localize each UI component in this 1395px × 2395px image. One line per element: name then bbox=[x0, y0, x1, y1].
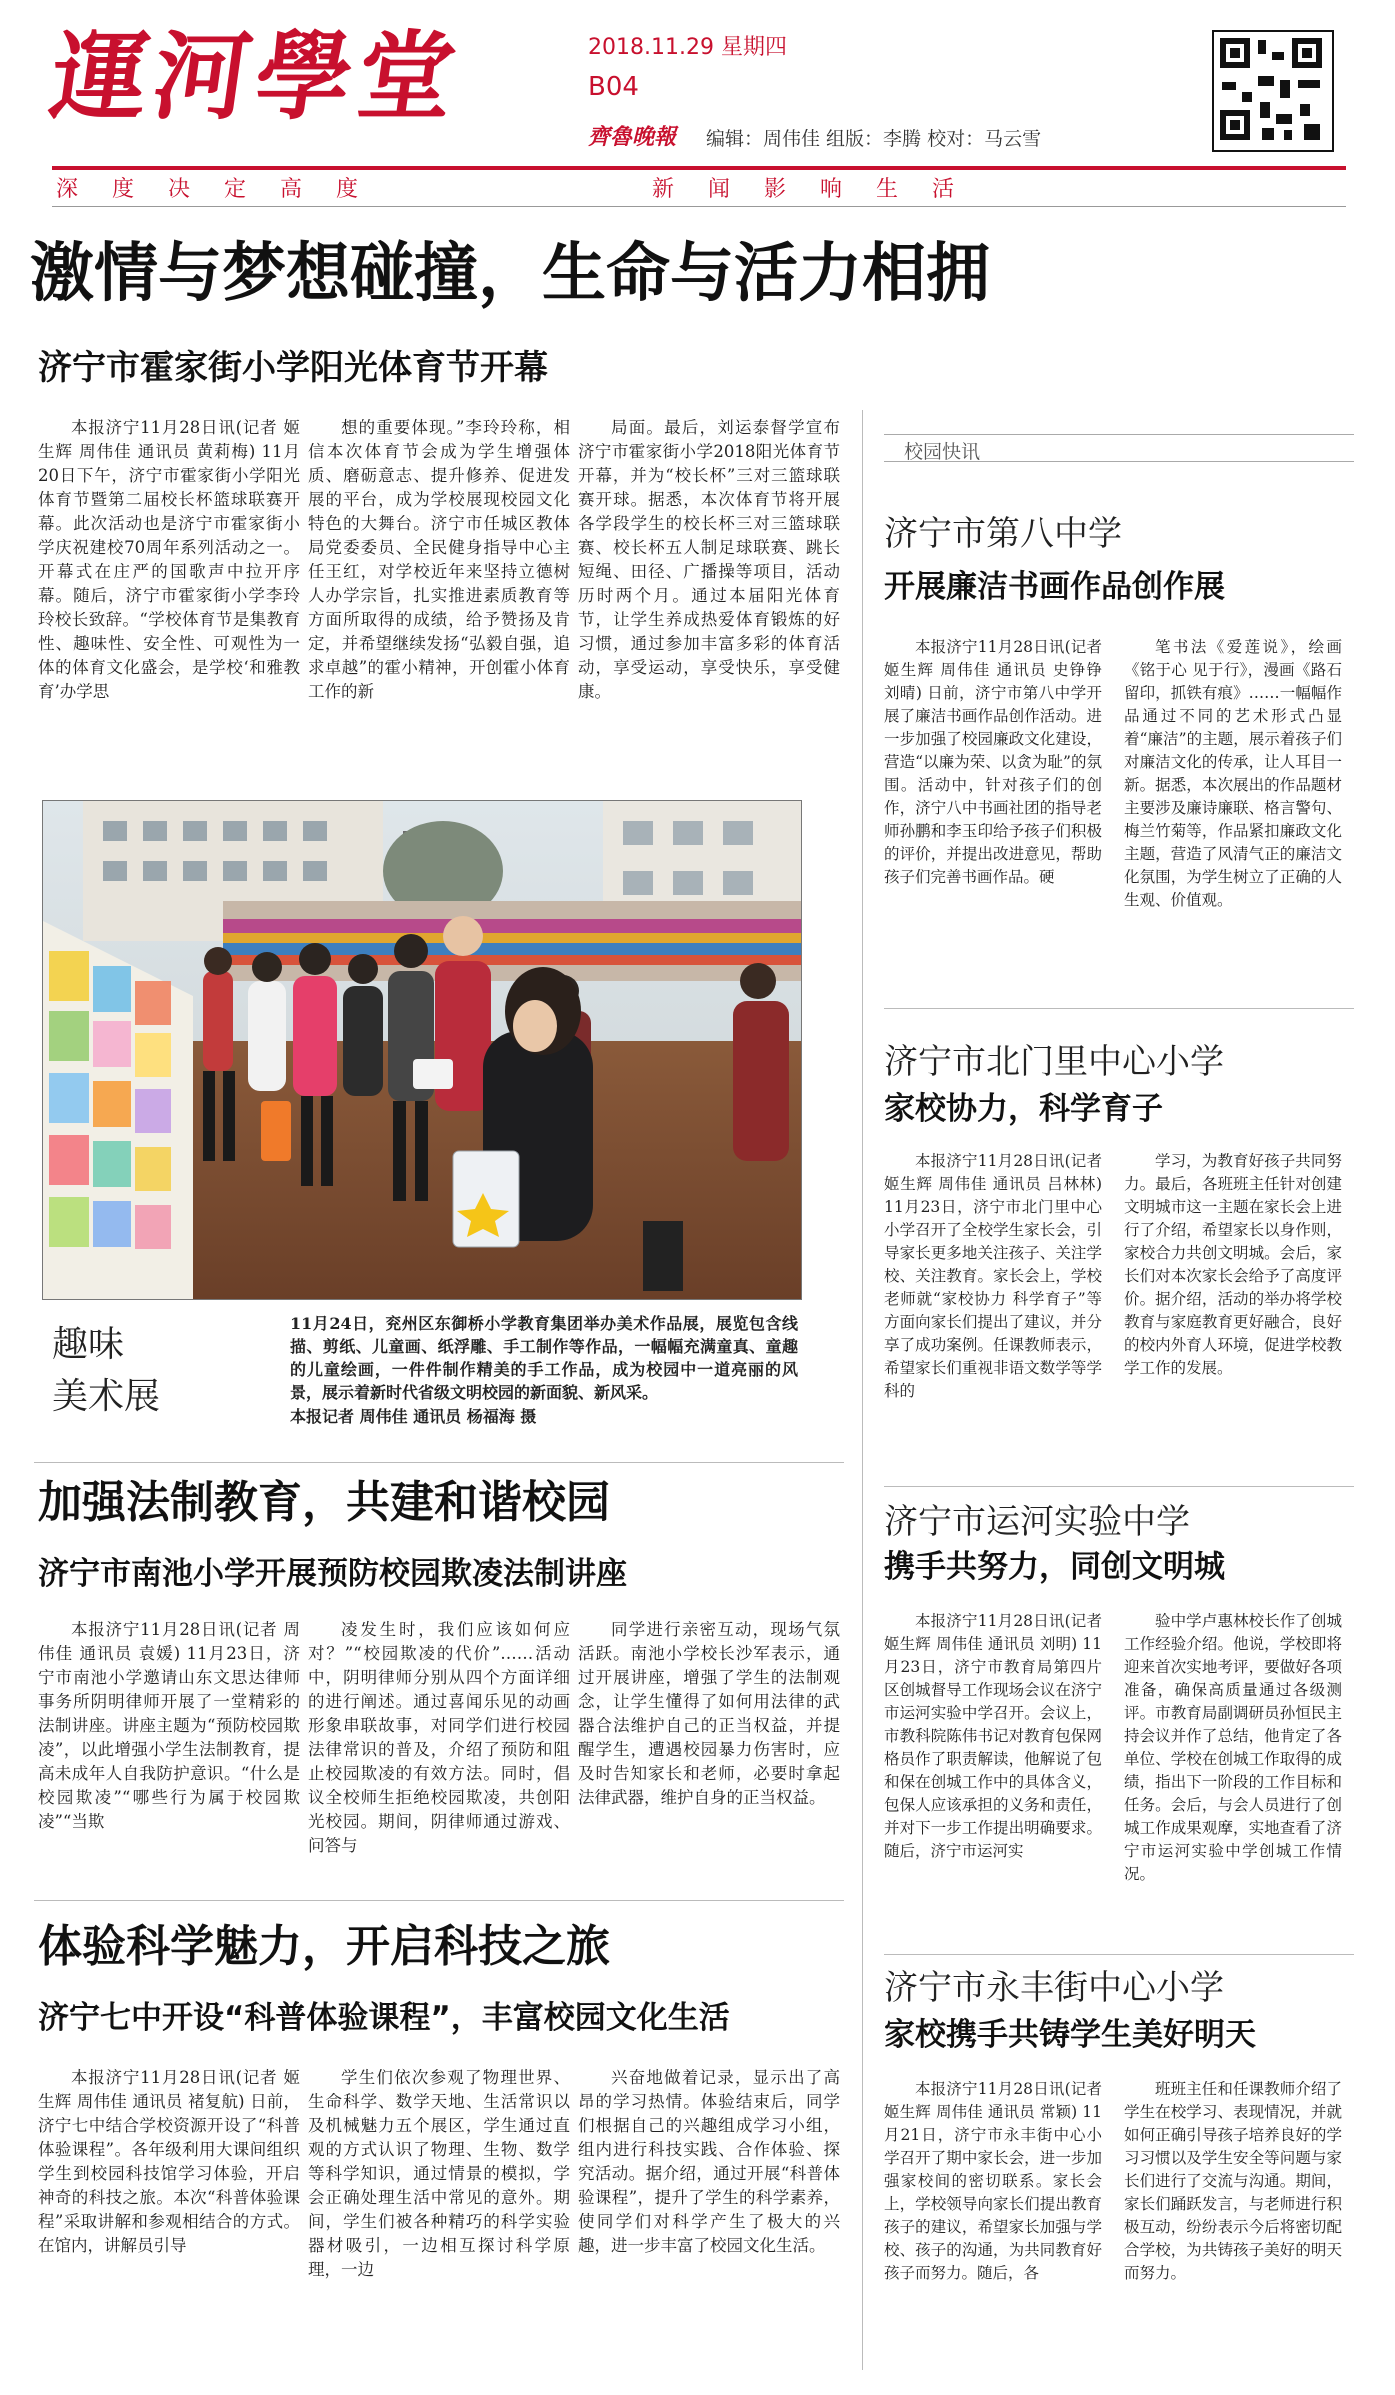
editor-credits: 编辑：周伟佳 组版：李腾 校对：马云雪 bbox=[706, 128, 1042, 150]
photo-title-line2: 美术展 bbox=[52, 1376, 161, 1417]
sidebar-item-column-2 bbox=[1124, 1150, 1342, 1470]
sidebar-item-school: 济宁市运河实验中学 bbox=[884, 1502, 1190, 1542]
article3-text: 兴奋地做着记录，显示出了高昂的学习热情。体验结束后，同学们根据自己的兴趣组成学习小组，组内进行科技实践、合作体验、探究活动。据介绍，通过开展“科普体验课程”，提升了学生的科学素养，使同学们对科学产生了极大的兴趣，进一步丰富了校园文化生活。 bbox=[578, 2068, 840, 2255]
section-divider bbox=[34, 1900, 844, 1901]
sidebar-divider bbox=[862, 410, 863, 2370]
sidebar-item-headline: 家校携手共铸学生美好明天 bbox=[884, 2017, 1256, 2053]
article1-subtitle: 济宁市霍家街小学阳光体育节开幕 bbox=[38, 348, 548, 388]
sidebar-item-column-1 bbox=[884, 636, 1102, 982]
article3-column-2 bbox=[308, 2066, 570, 2366]
article2-text: 本报济宁11月28日讯(记者 周伟佳 通讯员 袁媛) 11月23日，济宁市南池小学邀请山东文思达律师事务所阴明律师开展了一堂精彩的法制讲座。讲座主题为“预防校园欺凌”，以此增强小学生法制教育，提高未成年人自我防护意识。“什么是校园欺凌”“哪些行为属于校园欺凌”“当欺 bbox=[38, 1620, 300, 1831]
article3-title: 体验科学魅力，开启科技之旅 bbox=[38, 1921, 610, 1972]
article2-column-3 bbox=[578, 1618, 840, 1886]
slogan-right: 新闻影响生活 bbox=[652, 177, 989, 202]
sidebar-item-text: 学习，为教育好孩子共同努力。最后，各班班主任针对创建文明城市这一主题在家长会上进行了介绍，希望家长以身作则，家校合力共创文明城。会后，家长们对本次家长会给予了高度评价。据介绍，活动的举办将学校教育与家庭教育更好融合，良好的校内外育人环境，促进学校教学工作的发展。 bbox=[1124, 1152, 1342, 1377]
sidebar-item-text: 本报济宁11月28日讯(记者 姬生辉 周伟佳 通讯员 常颖) 11月21日，济宁市永丰街中心小学召开了期中家长会，进一步加强家校间的密切联系。家长会上，学校领导向家长们提出教育孩子的建议，希望家长加强与学校、孩子的沟通，为共同教育好孩子而努力。随后，各 bbox=[884, 2080, 1102, 2282]
sidebar-divider bbox=[884, 1486, 1354, 1487]
sidebar-item-column-1 bbox=[884, 1610, 1102, 1930]
sidebar-label-bar bbox=[884, 434, 1354, 462]
sidebar-item-column-2 bbox=[1124, 2078, 1342, 2368]
article2-subtitle: 济宁市南池小学开展预防校园欺凌法制讲座 bbox=[38, 1556, 627, 1592]
sidebar-item-school: 济宁市第八中学 bbox=[884, 514, 1122, 554]
article2-column-2 bbox=[308, 1618, 570, 1886]
sidebar-item-school: 济宁市永丰街中心小学 bbox=[884, 1968, 1224, 2008]
article1-column-1 bbox=[38, 416, 300, 784]
sidebar-label: 校园快讯 bbox=[904, 441, 981, 463]
sidebar-item-school: 济宁市北门里中心小学 bbox=[884, 1042, 1224, 1082]
qr-code-icon bbox=[1212, 30, 1334, 152]
masthead-title: 運河學堂 bbox=[44, 20, 469, 133]
art-exhibition-photo bbox=[42, 800, 802, 1300]
masthead-rule bbox=[52, 166, 1346, 170]
sidebar-item-column-2 bbox=[1124, 1610, 1342, 1930]
photo-credit: 本报记者 周伟佳 通讯员 杨福海 摄 bbox=[290, 1407, 537, 1426]
article2-text: 同学进行亲密互动，现场气氛活跃。南池小学校长沙军表示，通过开展讲座，增强了学生的法制观念，让学生懂得了如何用法律的武器合法维护自己的正当权益，并提醒学生，遭遇校园暴力伤害时，应及时告知家长和老师，必要时拿起法律武器，维护自身的正当权益。 bbox=[578, 1620, 840, 1807]
sidebar-item-text: 本报济宁11月28日讯(记者 姬生辉 周伟佳 通讯员 吕林林) 11月23日，济宁市北门里中心小学召开了全校学生家长会，引导家长更多地关注孩子、关注学校、关注教育。家长会上，学校老师就“家校协力 科学育子”等方面向家长们提出了建议，并分享了成功案例。任课教师表示，希望家长们重视非语文数学等学科的 bbox=[884, 1152, 1102, 1400]
slogan-left: 深度决定高度 bbox=[56, 177, 393, 202]
article1-text: 本报济宁11月28日讯(记者 姬生辉 周伟佳 通讯员 黄莉梅) 11月20日下午，济宁市霍家街小学阳光体育节暨第二届校长杯篮球联赛开幕。此次活动也是济宁市霍家街小学庆祝建校70周年系列活动之一。开幕式在庄严的国歌声中拉开序幕。随后，济宁市霍家街小学李玲玲校长致辞。“学校体育节是集教育性、趣味性、安全性、可观性为一体的体育文化盛会，是学校‘和雅教育’办学思 bbox=[38, 418, 300, 701]
photo-title-line1: 趣味 bbox=[52, 1324, 125, 1365]
article3-subtitle: 济宁七中开设“科普体验课程”，丰富校园文化生活 bbox=[38, 2000, 730, 2036]
masthead-date: 2018.11.29 星期四 bbox=[588, 35, 787, 60]
article2-title: 加强法制教育，共建和谐校园 bbox=[38, 1477, 610, 1528]
page-number: B04 bbox=[588, 72, 639, 102]
sidebar-item-text: 笔书法《爱莲说》，绘画《铭于心 见于行》，漫画《路石留印，抓铁有痕》……一幅幅作品通过不同的艺术形式凸显着“廉洁”的主题，展示着孩子们对廉洁文化的传承，让人耳目一新。据悉，本次展出的作品题材主要涉及廉诗廉联、格言警句、梅兰竹菊等，作品紧扣廉政文化主题，营造了风清气正的廉洁文化氛围，为学生树立了正确的人生观、价值观。 bbox=[1124, 638, 1342, 909]
sidebar-item-headline: 开展廉洁书画作品创作展 bbox=[884, 569, 1225, 605]
article1-column-3 bbox=[578, 416, 840, 784]
sidebar-divider bbox=[884, 1954, 1354, 1955]
article1-text: 想的重要体现。”李玲玲称，相信本次体育节会成为学生增强体质、磨砺意志、提升修养、促进发展的平台，成为学校展现校园文化特色的大舞台。济宁市任城区教体局党委委员、全民健身指导中心主任王红，对学校近年来坚持立德树人办学宗旨，扎实推进素质教育等方面所取得的成绩，给予赞扬及肯定，并希望继续发扬“弘毅自强，追求卓越”的霍小精神，开创霍小体育工作的新 bbox=[308, 418, 570, 701]
article3-text: 学生们依次参观了物理世界、生命科学、数学天地、生活常识以及机械魅力五个展区，学生通过直观的方式认识了物理、生物、数学等科学知识，通过情景的模拟，学会正确处理生活中常见的意外。期间，学生们被各种精巧的科学实验器材吸引，一边相互探讨科学原理，一边 bbox=[308, 2068, 570, 2279]
article3-text: 本报济宁11月28日讯(记者 姬生辉 周伟佳 通讯员 褚复航) 日前，济宁七中结合学校资源开设了“科普体验课程”。各年级利用大课间组织学生到校园科技馆学习体验，开启神奇的科技之旅。本次“科普体验课程”采取讲解和参观相结合的方式。在馆内，讲解员引导 bbox=[38, 2068, 300, 2255]
sidebar-item-headline: 家校协力，科学育子 bbox=[884, 1091, 1163, 1127]
sidebar-item-text: 本报济宁11月28日讯(记者 姬生辉 周伟佳 通讯员 刘明) 11月23日，济宁市教育局第四片区创城督导工作现场会议在济宁市运河实验中学召开。会议上，市教科院陈伟书记对教育包保网格员作了职责解读，他解说了包和保在创城工作中的具体含义，包保人应该承担的义务和责任，并对下一步工作提出明确要求。随后，济宁市运河实 bbox=[884, 1612, 1102, 1860]
sidebar-divider bbox=[884, 1008, 1354, 1009]
sidebar-item-text: 验中学卢惠林校长作了创城工作经验介绍。他说，学校即将迎来首次实地考评，要做好各项准备，确保高质量通过各级测评。市教育局副调研员孙恒民主持会议并作了总结，他肯定了各单位、学校在创城工作取得的成绩，指出下一阶段的工作目标和任务。会后，与会人员进行了创城工作成果观摩，实地查看了济宁市运河实验中学创城工作情况。 bbox=[1124, 1612, 1342, 1883]
newspaper-logo: 齊魯晚報 bbox=[588, 125, 677, 150]
article3-column-3 bbox=[578, 2066, 840, 2366]
article1-text: 局面。最后，刘运泰督学宣布济宁市霍家街小学2018阳光体育节开幕，并为“校长杯”三对三篮球联赛开球。据悉，本次体育节将开展各学段学生的校长杯三对三篮球联赛、校长杯五人制足球联赛、跳长短绳、田径、广播操等项目，活动历时两个月。通过本届阳光体育节，让学生养成热爱体育锻炼的好习惯，通过参加丰富多彩的体育活动，享受运动，享受快乐，享受健康。 bbox=[578, 418, 840, 701]
section-divider bbox=[34, 1462, 844, 1463]
article3-column-1 bbox=[38, 2066, 300, 2366]
sidebar-item-headline: 携手共努力，同创文明城 bbox=[884, 1549, 1225, 1585]
sidebar-item-text: 班班主任和任课教师介绍了学生在校学习、表现情况，并就如何正确引导孩子培养良好的学习习惯以及学生安全等问题与家长们进行了交流与沟通。期间，家长们踊跃发言，与老师进行积极互动，纷纷表示今后将密切配合学校，为共铸孩子美好的明天而努力。 bbox=[1124, 2080, 1342, 2282]
article1-title: 激情与梦想碰撞，生命与活力相拥 bbox=[30, 237, 990, 311]
article2-text: 凌发生时，我们应该如何应对？”“校园欺凌的代价”……活动中，阴明律师分别从四个方面详细的进行阐述。通过喜闻乐见的动画形象串联故事，对同学们进行校园法律常识的普及，介绍了预防和阻止校园欺凌的有效方法。同时，倡议全校师生拒绝校园欺凌，共创阳光校园。期间，阴律师通过游戏、问答与 bbox=[308, 1620, 570, 1855]
sidebar-item-column-1 bbox=[884, 1150, 1102, 1470]
article1-column-2 bbox=[308, 416, 570, 784]
sidebar-item-column-2 bbox=[1124, 636, 1342, 982]
sidebar-item-text: 本报济宁11月28日讯(记者 姬生辉 周伟佳 通讯员 史铮铮 刘晴) 日前，济宁市第八中学开展了廉洁书画作品创作活动。进一步加强了校园廉政文化建设，营造“以廉为荣、以贪为耻”的氛围。活动中，针对孩子们的创作，济宁八中书画社团的指导老师孙鹏和李玉印给予孩子们积极的评价，并提出改进意见，帮助孩子们完善书画作品。硬 bbox=[884, 638, 1102, 886]
sidebar-item-column-1 bbox=[884, 2078, 1102, 2368]
photo-caption: 11月24日，兖州区东御桥小学教育集团举办美术作品展，展览包含线描、剪纸、儿童画、纸浮雕、手工制作等作品，一幅幅充满童真、童趣的儿童绘画，一件件制作精美的手工作品，成为校园中一道亮丽的风景，展示着新时代省级文明校园的新面貌、新风采。 bbox=[290, 1314, 798, 1402]
masthead-divider bbox=[52, 206, 1346, 207]
article2-column-1 bbox=[38, 1618, 300, 1886]
